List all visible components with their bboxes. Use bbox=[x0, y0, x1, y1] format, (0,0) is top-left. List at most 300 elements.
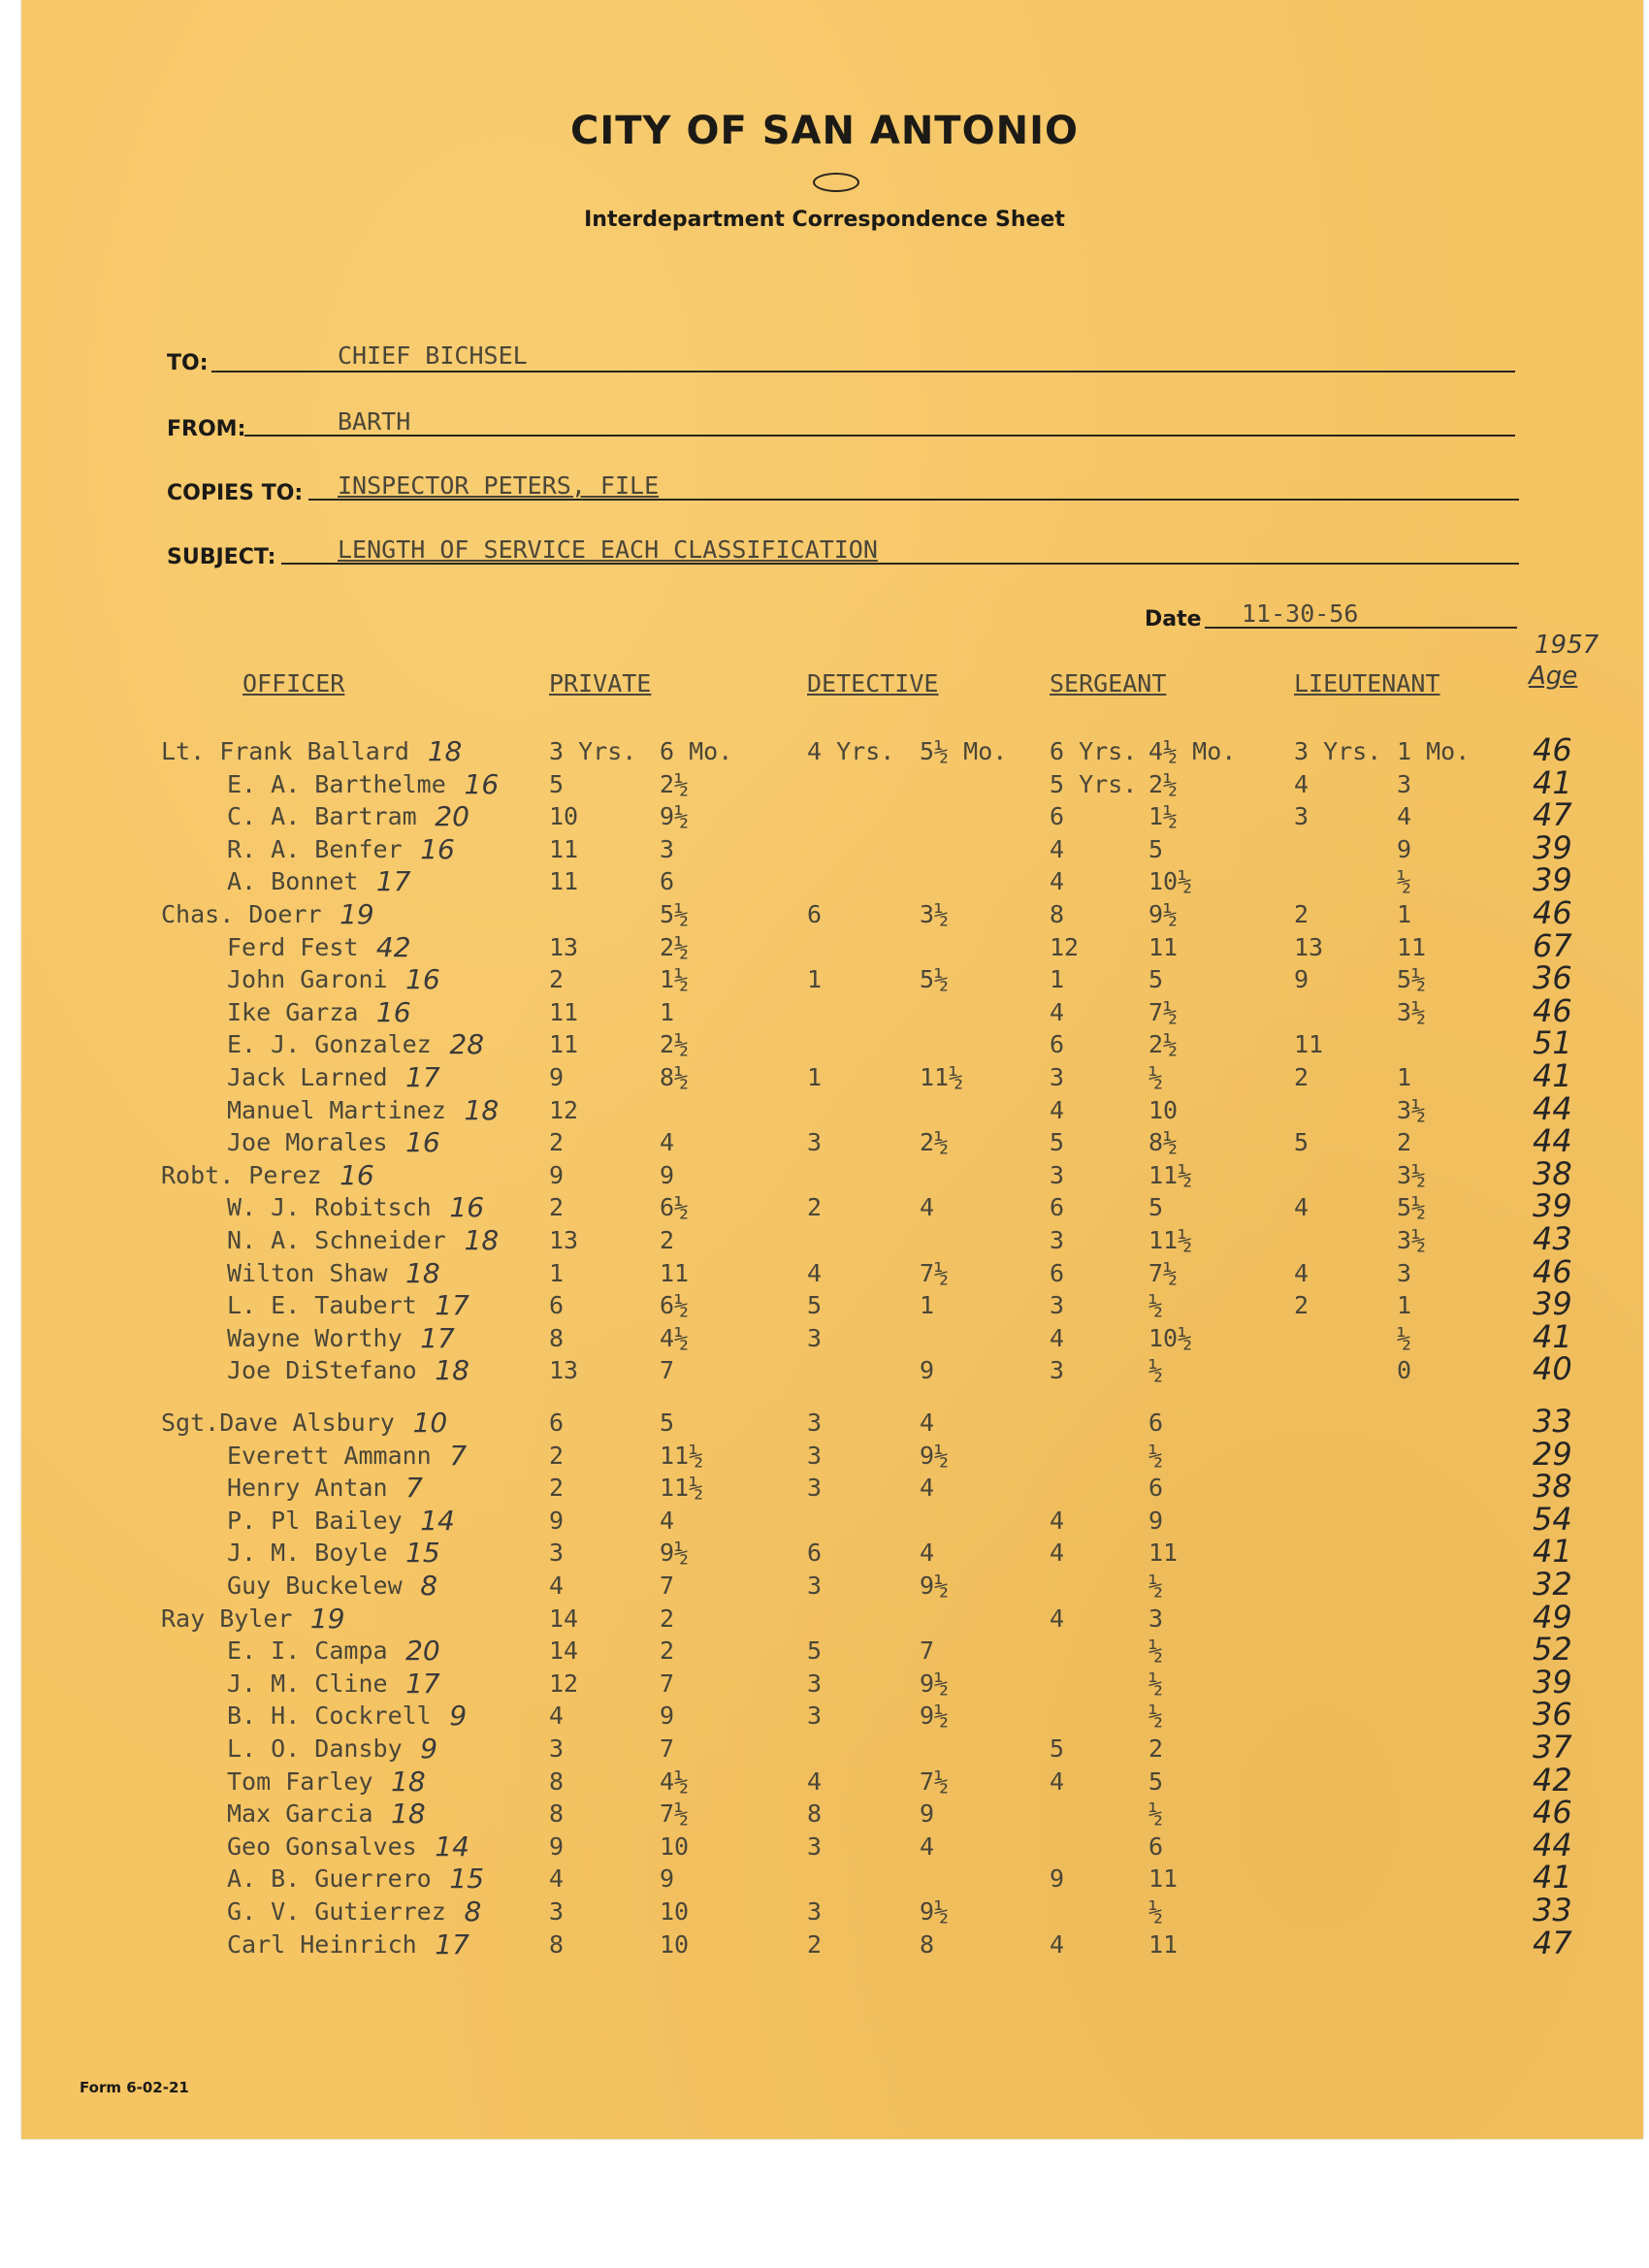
service-s1: 8 bbox=[1050, 900, 1065, 928]
service-d2: 11½ bbox=[920, 1063, 964, 1091]
service-p2: 4 bbox=[660, 1506, 675, 1535]
service-l1: 2 bbox=[1294, 1291, 1310, 1320]
service-d2: 4 bbox=[920, 1474, 935, 1503]
officer-name: E. A. Barthelme bbox=[227, 769, 446, 798]
officer-hand-number: 20 bbox=[435, 800, 469, 833]
officer-hand-number: 16 bbox=[449, 1191, 485, 1224]
service-s2: 6 bbox=[1148, 1831, 1164, 1861]
officer-name: B. H. Cockrell bbox=[227, 1701, 432, 1731]
service-p2: 10 bbox=[660, 1929, 690, 1959]
subject-label: SUBJECT: bbox=[167, 545, 276, 569]
service-l2: 5½ bbox=[1397, 965, 1427, 994]
service-d1: 3 bbox=[807, 1669, 823, 1698]
service-p2: 11½ bbox=[660, 1441, 704, 1470]
officer-name: Wayne Worthy bbox=[227, 1323, 403, 1352]
service-l2: 3½ bbox=[1397, 1226, 1427, 1254]
service-d2: 5½ Mo. bbox=[920, 737, 1008, 765]
service-s2: 8½ bbox=[1148, 1128, 1179, 1157]
service-l2: 5½ bbox=[1397, 1193, 1427, 1222]
officer-age: 33 bbox=[1533, 1403, 1572, 1440]
service-p1: 11 bbox=[549, 834, 579, 863]
service-d2: 2½ bbox=[920, 1128, 950, 1157]
officer-hand-number: 14 bbox=[420, 1504, 455, 1537]
officer-age: 41 bbox=[1533, 1057, 1572, 1094]
service-d1: 6 bbox=[807, 900, 823, 928]
service-l1: 3 bbox=[1294, 802, 1310, 831]
service-d2: 8 bbox=[920, 1929, 935, 1959]
service-d1: 6 bbox=[807, 1539, 823, 1568]
service-p2: 2½ bbox=[660, 932, 690, 961]
service-d2: 9½ bbox=[920, 1669, 950, 1698]
officer-hand-number: 16 bbox=[464, 767, 500, 800]
officer-name: Wilton Shaw bbox=[227, 1258, 388, 1287]
service-s1: 5 bbox=[1050, 1128, 1065, 1157]
service-d2: 9½ bbox=[920, 1571, 950, 1600]
service-d2: 9 bbox=[920, 1799, 935, 1829]
officer-age: 32 bbox=[1533, 1566, 1572, 1603]
service-s2: 6 bbox=[1148, 1409, 1164, 1437]
officer-name: Ike Garza bbox=[227, 997, 359, 1026]
officer-name: G. V. Gutierrez bbox=[227, 1897, 446, 1926]
service-d2: 3½ bbox=[920, 900, 950, 928]
officer-age: 41 bbox=[1533, 1317, 1572, 1355]
service-l2: 0 bbox=[1397, 1356, 1412, 1385]
officer-hand-number: 42 bbox=[375, 930, 411, 963]
city-seal-icon bbox=[813, 173, 859, 192]
service-s2: ½ bbox=[1148, 1669, 1164, 1698]
officer-age: 39 bbox=[1533, 1285, 1572, 1323]
service-p2: 2½ bbox=[660, 769, 690, 798]
officer-name: Henry Antan bbox=[227, 1474, 388, 1503]
service-s2: 10½ bbox=[1148, 867, 1193, 896]
service-l2: 1 bbox=[1397, 1291, 1412, 1320]
officer-age: 46 bbox=[1533, 731, 1572, 768]
service-l2: 1 Mo. bbox=[1397, 737, 1471, 765]
service-s2: 9 bbox=[1148, 1506, 1164, 1535]
service-s2: 11½ bbox=[1148, 1226, 1193, 1254]
service-p1: 2 bbox=[549, 1128, 565, 1157]
date-label: Date bbox=[1145, 607, 1202, 632]
service-d1: 2 bbox=[807, 1929, 823, 1959]
service-d1: 5 bbox=[807, 1291, 823, 1320]
service-p1: 2 bbox=[549, 965, 565, 994]
officer-age: 47 bbox=[1533, 796, 1572, 834]
officer-name: E. I. Campa bbox=[227, 1636, 388, 1666]
officer-age: 46 bbox=[1533, 1794, 1572, 1831]
officer-hand-number: 17 bbox=[435, 1928, 469, 1960]
officer-name: Chas. Doerr bbox=[161, 900, 322, 928]
service-p1: 3 bbox=[549, 1897, 565, 1926]
officer-hand-number: 16 bbox=[340, 1158, 374, 1191]
service-p2: 1½ bbox=[660, 965, 690, 994]
service-s1: 6 bbox=[1050, 1030, 1065, 1059]
service-s1: 3 bbox=[1050, 1356, 1065, 1385]
service-p2: 7 bbox=[660, 1356, 675, 1385]
officer-name: Joe DiStefano bbox=[227, 1356, 417, 1385]
service-d2: 7½ bbox=[920, 1258, 950, 1287]
officer-hand-number: 17 bbox=[435, 1289, 469, 1322]
service-p1: 13 bbox=[549, 932, 579, 961]
officer-hand-number: 18 bbox=[405, 1256, 440, 1289]
service-s1: 5 Yrs. bbox=[1050, 769, 1138, 798]
service-l1: 11 bbox=[1294, 1030, 1324, 1059]
service-p1: 13 bbox=[549, 1356, 579, 1385]
service-s1: 4 bbox=[1050, 1323, 1065, 1352]
officer-name: Manuel Martinez bbox=[227, 1095, 446, 1124]
service-l1: 4 bbox=[1294, 1193, 1310, 1222]
service-s2: 11 bbox=[1148, 1864, 1179, 1894]
service-d1: 1 bbox=[807, 1063, 823, 1091]
service-d1: 4 bbox=[807, 1766, 823, 1796]
form-number: Form 6-02-21 bbox=[80, 2079, 189, 2096]
service-s2: 5 bbox=[1148, 1193, 1164, 1222]
officer-hand-number: 14 bbox=[435, 1830, 469, 1863]
service-d1: 3 bbox=[807, 1323, 823, 1352]
service-d2: 9½ bbox=[920, 1441, 950, 1470]
service-d2: 7½ bbox=[920, 1766, 950, 1796]
service-d2: 4 bbox=[920, 1831, 935, 1861]
officer-hand-number: 9 bbox=[420, 1733, 438, 1765]
officer-age: 43 bbox=[1533, 1220, 1572, 1257]
service-s2: ½ bbox=[1148, 1701, 1164, 1731]
service-l2: 3½ bbox=[1397, 1160, 1427, 1189]
service-l2: ½ bbox=[1397, 867, 1412, 896]
service-p2: 2 bbox=[660, 1636, 675, 1666]
service-s1: 4 bbox=[1050, 1095, 1065, 1124]
service-s2: ½ bbox=[1148, 1063, 1164, 1091]
service-p2: 7½ bbox=[660, 1799, 690, 1829]
from-line bbox=[244, 435, 1515, 437]
column-sergeant: SERGEANT bbox=[1050, 669, 1167, 697]
service-p1: 1 bbox=[549, 1258, 565, 1287]
officer-age: 36 bbox=[1533, 959, 1572, 997]
service-s1: 5 bbox=[1050, 1734, 1065, 1763]
officer-name: E. J. Gonzalez bbox=[227, 1030, 432, 1059]
officer-name: Lt. Frank Ballard bbox=[161, 737, 409, 765]
officer-name: Jack Larned bbox=[227, 1063, 388, 1091]
service-d1: 1 bbox=[807, 965, 823, 994]
column-age: Age bbox=[1529, 662, 1578, 691]
service-p1: 9 bbox=[549, 1506, 565, 1535]
service-s1: 3 bbox=[1050, 1226, 1065, 1254]
service-s1: 1 bbox=[1050, 965, 1065, 994]
service-p1: 6 bbox=[549, 1409, 565, 1437]
service-l2: 11 bbox=[1397, 932, 1427, 961]
service-p1: 2 bbox=[549, 1441, 565, 1470]
service-s2: ½ bbox=[1148, 1356, 1164, 1385]
service-p2: 6 Mo. bbox=[660, 737, 733, 765]
officer-hand-number: 20 bbox=[405, 1635, 440, 1668]
service-p2: 9 bbox=[660, 1864, 675, 1894]
officer-name: L. O. Dansby bbox=[227, 1734, 403, 1763]
officer-hand-number: 19 bbox=[340, 898, 374, 930]
service-s2: 1½ bbox=[1148, 802, 1179, 831]
service-p1: 9 bbox=[549, 1160, 565, 1189]
service-p2: 6½ bbox=[660, 1193, 690, 1222]
service-l1: 13 bbox=[1294, 932, 1324, 961]
service-p1: 12 bbox=[549, 1669, 579, 1698]
officer-name: P. Pl Bailey bbox=[227, 1506, 403, 1535]
service-p1: 9 bbox=[549, 1063, 565, 1091]
column-age-year: 1957 bbox=[1535, 631, 1600, 660]
service-s2: 10½ bbox=[1148, 1323, 1193, 1352]
officer-hand-number: 18 bbox=[464, 1093, 500, 1126]
service-p1: 9 bbox=[549, 1831, 565, 1861]
officer-hand-number: 16 bbox=[420, 832, 455, 865]
service-d1: 4 bbox=[807, 1258, 823, 1287]
service-s1: 12 bbox=[1050, 932, 1080, 961]
officer-age: 67 bbox=[1533, 926, 1572, 964]
service-s1: 3 bbox=[1050, 1160, 1065, 1189]
service-s1: 6 bbox=[1050, 1258, 1065, 1287]
service-p2: 6 bbox=[660, 867, 675, 896]
service-d1: 3 bbox=[807, 1571, 823, 1600]
officer-hand-number: 28 bbox=[449, 1028, 485, 1061]
service-s2: 9½ bbox=[1148, 900, 1179, 928]
service-l1: 4 bbox=[1294, 769, 1310, 798]
service-s1: 6 bbox=[1050, 802, 1065, 831]
service-s2: ½ bbox=[1148, 1571, 1164, 1600]
service-s2: 2 bbox=[1148, 1734, 1164, 1763]
column-officer: OFFICER bbox=[242, 669, 345, 697]
service-s2: ½ bbox=[1148, 1799, 1164, 1829]
to-line bbox=[211, 371, 1515, 373]
service-p2: 5 bbox=[660, 1409, 675, 1437]
service-s1: 4 bbox=[1050, 997, 1065, 1026]
service-s2: 7½ bbox=[1148, 997, 1179, 1026]
service-p2: 4½ bbox=[660, 1323, 690, 1352]
service-p1: 8 bbox=[549, 1766, 565, 1796]
officer-age: 46 bbox=[1533, 894, 1572, 931]
officer-age: 47 bbox=[1533, 1924, 1572, 1961]
service-s1: 3 bbox=[1050, 1063, 1065, 1091]
officer-name: Everett Ammann bbox=[227, 1441, 432, 1470]
service-d2: 9½ bbox=[920, 1701, 950, 1731]
officer-name: Ray Byler bbox=[161, 1604, 293, 1633]
service-d2: 7 bbox=[920, 1636, 935, 1666]
officer-age: 39 bbox=[1533, 828, 1572, 866]
officer-hand-number: 17 bbox=[405, 1061, 440, 1093]
officer-name: Max Garcia bbox=[227, 1799, 373, 1829]
officer-hand-number: 7 bbox=[449, 1439, 468, 1472]
officer-age: 49 bbox=[1533, 1598, 1572, 1636]
service-p2: 2 bbox=[660, 1226, 675, 1254]
service-p1: 8 bbox=[549, 1799, 565, 1829]
service-s2: ½ bbox=[1148, 1897, 1164, 1926]
officer-age: 39 bbox=[1533, 1187, 1572, 1225]
officer-hand-number: 16 bbox=[375, 995, 411, 1028]
column-private: PRIVATE bbox=[549, 669, 652, 697]
service-l2: 9 bbox=[1397, 834, 1412, 863]
service-s1: 4 bbox=[1050, 1929, 1065, 1959]
officer-name: Guy Buckelew bbox=[227, 1571, 403, 1600]
service-s1: 4 bbox=[1050, 1604, 1065, 1633]
service-d1: 3 bbox=[807, 1409, 823, 1437]
officer-name: John Garoni bbox=[227, 965, 388, 994]
service-l2: 4 bbox=[1397, 802, 1412, 831]
officer-hand-number: 18 bbox=[427, 735, 463, 767]
service-s1: 6 bbox=[1050, 1193, 1065, 1222]
service-l2: 2 bbox=[1397, 1128, 1412, 1157]
from-value: BARTH bbox=[338, 407, 411, 436]
service-p1: 4 bbox=[549, 1571, 565, 1600]
officer-hand-number: 18 bbox=[391, 1798, 426, 1831]
service-p2: 11 bbox=[660, 1258, 690, 1287]
service-s1: 4 bbox=[1050, 1506, 1065, 1535]
service-p1: 11 bbox=[549, 1030, 579, 1059]
service-l2: ½ bbox=[1397, 1323, 1412, 1352]
service-l1: 2 bbox=[1294, 900, 1310, 928]
officer-age: 39 bbox=[1533, 1663, 1572, 1701]
service-s1: 4 bbox=[1050, 1766, 1065, 1796]
service-p2: 7 bbox=[660, 1669, 675, 1698]
officer-age: 42 bbox=[1533, 1761, 1572, 1798]
officer-hand-number: 9 bbox=[449, 1700, 468, 1733]
service-d1: 3 bbox=[807, 1831, 823, 1861]
service-s2: 4½ Mo. bbox=[1148, 737, 1237, 765]
service-s2: 5 bbox=[1148, 834, 1164, 863]
service-p1: 12 bbox=[549, 1095, 579, 1124]
officer-age: 29 bbox=[1533, 1435, 1572, 1473]
officer-name: Sgt.Dave Alsbury bbox=[161, 1409, 395, 1437]
service-d1: 3 bbox=[807, 1701, 823, 1731]
service-p1: 11 bbox=[549, 997, 579, 1026]
officer-age: 41 bbox=[1533, 1533, 1572, 1571]
service-s1: 4 bbox=[1050, 834, 1065, 863]
service-p2: 5½ bbox=[660, 900, 690, 928]
officer-name: A. B. Guerrero bbox=[227, 1864, 432, 1894]
officer-hand-number: 8 bbox=[464, 1895, 482, 1928]
subject-value: LENGTH OF SERVICE EACH CLASSIFICATION bbox=[338, 535, 878, 564]
service-d1: 4 Yrs. bbox=[807, 737, 895, 765]
service-p2: 7 bbox=[660, 1571, 675, 1600]
service-d2: 9 bbox=[920, 1356, 935, 1385]
service-d2: 4 bbox=[920, 1409, 935, 1437]
copies-value: INSPECTOR PETERS, FILE bbox=[338, 471, 660, 500]
officer-hand-number: 18 bbox=[435, 1354, 469, 1387]
officer-name: A. Bonnet bbox=[227, 867, 359, 896]
service-p1: 14 bbox=[549, 1636, 579, 1666]
service-p2: 3 bbox=[660, 834, 675, 863]
officer-age: 41 bbox=[1533, 763, 1572, 801]
service-p1: 10 bbox=[549, 802, 579, 831]
service-s2: 5 bbox=[1148, 1766, 1164, 1796]
service-l2: 3 bbox=[1397, 1258, 1412, 1287]
officer-age: 33 bbox=[1533, 1892, 1572, 1928]
officer-age: 46 bbox=[1533, 1252, 1572, 1290]
service-p2: 7 bbox=[660, 1734, 675, 1763]
service-p2: 10 bbox=[660, 1831, 690, 1861]
column-detective: DETECTIVE bbox=[807, 669, 939, 697]
service-p2: 4½ bbox=[660, 1766, 690, 1796]
officer-hand-number: 10 bbox=[412, 1407, 448, 1439]
service-s2: 5 bbox=[1148, 965, 1164, 994]
officer-hand-number: 17 bbox=[405, 1667, 440, 1700]
service-s2: 6 bbox=[1148, 1474, 1164, 1503]
service-s2: 2½ bbox=[1148, 1030, 1179, 1059]
service-l2: 1 bbox=[1397, 900, 1412, 928]
service-s2: 7½ bbox=[1148, 1258, 1179, 1287]
to-label: TO: bbox=[167, 351, 209, 375]
service-d1: 8 bbox=[807, 1799, 823, 1829]
to-value: CHIEF BICHSEL bbox=[338, 341, 528, 370]
service-s2: ½ bbox=[1148, 1636, 1164, 1666]
service-l1: 9 bbox=[1294, 965, 1310, 994]
service-d2: 9½ bbox=[920, 1897, 950, 1926]
service-s2: ½ bbox=[1148, 1441, 1164, 1470]
service-p2: 2 bbox=[660, 1604, 675, 1633]
service-p2: 1 bbox=[660, 997, 675, 1026]
service-p1: 8 bbox=[549, 1323, 565, 1352]
service-l2: 3½ bbox=[1397, 1095, 1427, 1124]
officer-age: 38 bbox=[1533, 1154, 1572, 1192]
officer-name: Ferd Fest bbox=[227, 932, 359, 961]
officer-hand-number: 16 bbox=[405, 963, 440, 996]
officer-age: 44 bbox=[1533, 1826, 1572, 1863]
service-p2: 4 bbox=[660, 1128, 675, 1157]
service-d1: 3 bbox=[807, 1897, 823, 1926]
officer-age: 39 bbox=[1533, 861, 1572, 899]
service-p1: 3 Yrs. bbox=[549, 737, 637, 765]
service-s2: 11 bbox=[1148, 932, 1179, 961]
officer-hand-number: 17 bbox=[420, 1321, 455, 1354]
service-d2: 4 bbox=[920, 1193, 935, 1222]
officer-name: J. M. Boyle bbox=[227, 1539, 388, 1568]
service-p2: 9½ bbox=[660, 802, 690, 831]
service-s2: 3 bbox=[1148, 1604, 1164, 1633]
service-d2: 5½ bbox=[920, 965, 950, 994]
service-p2: 8½ bbox=[660, 1063, 690, 1091]
service-p2: 10 bbox=[660, 1897, 690, 1926]
officer-name: L. E. Taubert bbox=[227, 1291, 417, 1320]
service-s1: 4 bbox=[1050, 1539, 1065, 1568]
service-l1: 5 bbox=[1294, 1128, 1310, 1157]
officer-hand-number: 7 bbox=[405, 1472, 423, 1505]
service-l1: 3 Yrs. bbox=[1294, 737, 1382, 765]
service-p2: 9 bbox=[660, 1160, 675, 1189]
officer-hand-number: 15 bbox=[405, 1537, 440, 1570]
service-s2: 11 bbox=[1148, 1929, 1179, 1959]
service-s2: 10 bbox=[1148, 1095, 1179, 1124]
service-d1: 2 bbox=[807, 1193, 823, 1222]
service-p1: 4 bbox=[549, 1701, 565, 1731]
officer-name: J. M. Cline bbox=[227, 1669, 388, 1698]
officer-age: 46 bbox=[1533, 991, 1572, 1029]
service-p1: 13 bbox=[549, 1226, 579, 1254]
service-p2: 9 bbox=[660, 1701, 675, 1731]
officer-age: 41 bbox=[1533, 1859, 1572, 1896]
officer-age: 44 bbox=[1533, 1122, 1572, 1160]
officer-age: 37 bbox=[1533, 1729, 1572, 1766]
service-p2: 9½ bbox=[660, 1539, 690, 1568]
officer-name: Tom Farley bbox=[227, 1766, 373, 1796]
service-l2: 3 bbox=[1397, 769, 1412, 798]
officer-name: W. J. Robitsch bbox=[227, 1193, 432, 1222]
officer-hand-number: 17 bbox=[375, 865, 411, 898]
service-s1: 3 bbox=[1050, 1291, 1065, 1320]
service-p1: 14 bbox=[549, 1604, 579, 1633]
service-s2: ½ bbox=[1148, 1291, 1164, 1320]
service-p1: 4 bbox=[549, 1864, 565, 1894]
service-p1: 5 bbox=[549, 769, 565, 798]
service-s2: 2½ bbox=[1148, 769, 1179, 798]
letterhead-title: CITY OF SAN ANTONIO bbox=[570, 109, 1079, 153]
service-p2: 2½ bbox=[660, 1030, 690, 1059]
officer-name: R. A. Benfer bbox=[227, 834, 403, 863]
service-l2: 3½ bbox=[1397, 997, 1427, 1026]
officer-hand-number: 15 bbox=[449, 1863, 485, 1895]
date-value: 11-30-56 bbox=[1242, 599, 1359, 628]
